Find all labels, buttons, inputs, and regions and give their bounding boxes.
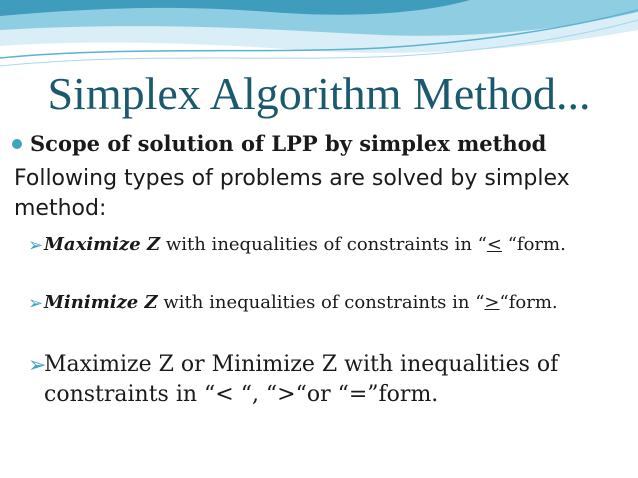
arrow-bullet-icon: ➢ (28, 353, 47, 378)
item-symbol: > (484, 292, 500, 313)
scope-text: Scope of solution of LPP by simplex method (30, 131, 547, 156)
intro-text: Following types of problems are solved by simplex method: (14, 166, 570, 221)
item-text-b: “form. (499, 292, 558, 313)
arrow-bullet-icon: ➢ (28, 293, 44, 314)
item-emphasis: Maximize Z (44, 234, 161, 255)
item-text-a: with inequalities of constraints in “ (157, 292, 485, 313)
item-text-b: “form. (501, 234, 566, 255)
slide-title: Simplex Algorithm Method... (47, 68, 591, 119)
item-text-a: with inequalities of constraints in “ (160, 234, 487, 255)
item-emphasis: Minimize Z (44, 292, 158, 313)
arrow-bullet-icon: ➢ (28, 235, 44, 256)
list-item-minimize (28, 290, 624, 316)
item-text: Maximize Z or Minimize Z with inequalities of constraints in “< “, “>“or “=”form. (44, 352, 559, 407)
bullet-dot-icon (12, 139, 22, 149)
list-item-both (28, 350, 624, 410)
scope-bullet (12, 129, 546, 159)
item-symbol: < (486, 234, 502, 255)
list-item-maximize (28, 232, 624, 258)
